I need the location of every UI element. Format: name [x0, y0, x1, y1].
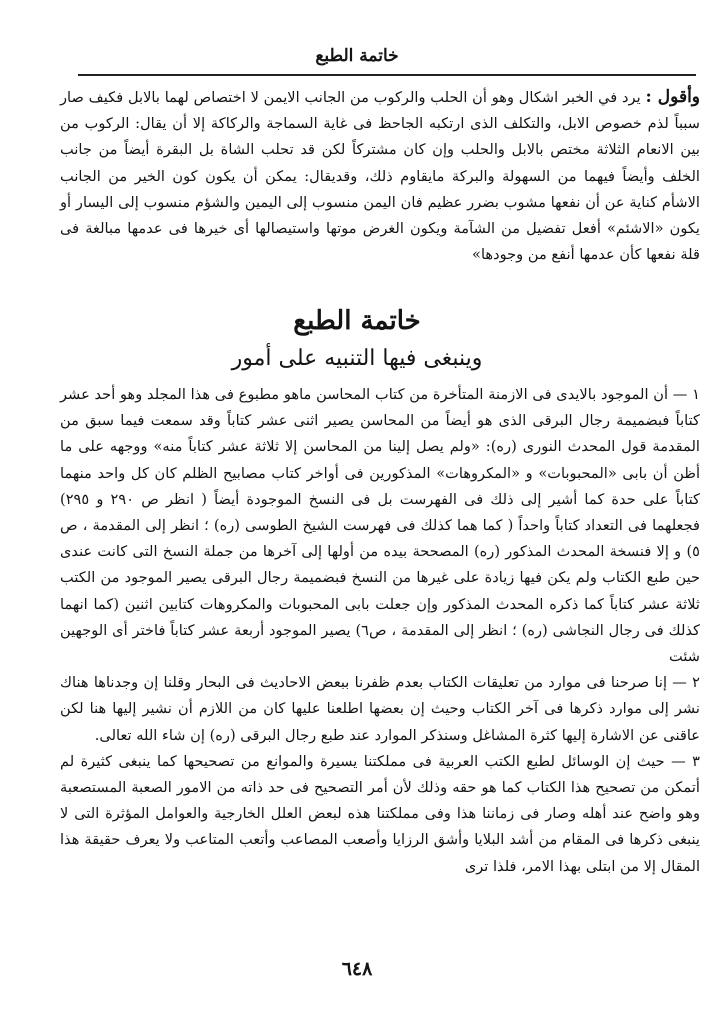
item-1: ١ — أن الموجود بالايدى فى الازمنة المتأخرة من كتاب المحاسن ماهو مطبوع فى هذا المجلد وهو أحد عشر كتاباً فبضميمة رجال البرقى الذى هو أيضاً من المحاسن يصير اثنى عشر كتاباً وقد سمعت فيما سبق من المقدمة قول المحدث النورى (ره): «ولم يصل إلينا من المحاسن إلا ثلاثة عشر كتاباً منه» ووجهه على ما أظن أن بابى «المحبوبات» و «المكروهات» المذكورين فى أواخر كتاب مصابيح الظلم كان كل واحد منهما كتاباً على حدة كما أشير إلى ذلك فى الفهرست بل فى النسخ الموجودة أيضاً ( انظر ص ٢٩٠ و ٢٩٥) فجعلهما فى التعداد كتاباً واحداً ( كما هما كذلك فى فهرست الشيخ الطوسى (ره) ؛ انظر إلى المقدمة ، ص ٥) و إلا فنسخة المحدث المذكور (ره) المصححة بيده من أولها إلى آخرها من جملة النسخ التى كانت عندى حين طبع الكتاب ولم يكن فيها زيادة على غيرها من النسخ فبضميمة رجال البرقى يصير الموجود من الكتب ثلاثة عشر كتاباً كما ذكره المحدث المذكور وإن جعلت بابى المحبوبات والمكروهات كتابين اثنين (كما انهما كذلك فى رجال النجاشى (ره) ؛ انظر إلى المقدمة ، ص٦) يصير الموجود أربعة عشر كتاباً فاختر أى الوجهين شئت — [60, 386, 701, 666]
item-3: ٣ — حيث إن الوسائل لطبع الكتب العربية فى مملكتنا يسيرة والموانع من تصحيحها كما ينبغى كثيرة لم أتمكن من تصحيح هذا الكتاب كما هو حقه وذلك لأن أمر التصحيح فى حد ذاته من الامور الصعبة المستصعبة وهو واضح عند أهله وصار فى زماننا هذا وفى مملكتنا هذه لبعض العلل الخارجية والعوامل المؤثرة التى لا ينبغى ذكرها فى المقام من أشد البلايا وأشق الرزايا وأصعب المصاعب وأتعب المتاعب ولا يعرف حقيقة هذا المقال إلا من ابتلى بهذا الامر، فلذا ترى — [60, 752, 700, 875]
intro-text: يرد في الخبر اشكال وهو أن الحلب والركوب من الجانب الايمن لا اختصاص لهما بالابل فكيف صار سبباً لذم خصوص الابل، والتكلف الذى ارتكبه الجاحظ فى غاية السماجة والركاكة إلا أن يقال: الركوب من بين الانعام الثلاثة مختص بالابل والحلب وإن كان مشتركاً لكن قد تحلب الشاة بل البقرة أيضاً من جانب الخلف وأيضاً فيهما من السهولة والبركة مايقاوم ذلك، وقديقال: يمكن أن يكون كون الخير من الجانب الاشأم كناية عن أن نفعها مشوب بضرر عظيم فان اليمن منسوب إلى اليمين والشؤم منسوب إلى اليسار أو يكون «الاشئم» أفعل تفضيل من الشآمة ويكون الغرض موتها واستيصالها أى خيرها فى عدمها مبالغة فى قلة نفعها كأن عدمها أنفع من وجودها» — [60, 89, 700, 264]
section-title: خاتمة الطبع — [293, 306, 421, 336]
header-rule — [78, 74, 696, 76]
page-number: ٦٤٨ — [341, 958, 373, 980]
intro-block — [60, 84, 700, 268]
items-block — [60, 382, 700, 880]
running-head: خاتمة الطبع — [315, 46, 399, 66]
intro-lead: وأقول : — [645, 87, 700, 107]
intro-paragraph — [60, 84, 700, 268]
section-subtitle: وينبغى فيها التنبيه على أمور — [231, 346, 483, 371]
item-2: ٢ — إنا صرحنا فى موارد من تعليقات الكتاب بعدم ظفرنا ببعض الاحاديث فى البحار وقلنا إن وجدناها هناك نشر إلى موارد ذكرها فى آخر الكتاب وحيث إن بعضها اطلعنا عليها كان من اللازم أن نشير إليها هنا لكن عاقنى عن الاشارة إليها كثرة المشاغل وسنذكر الموارد عند طبع رجال البرقى (ره) إن شاء الله تعالى. — [60, 674, 700, 744]
